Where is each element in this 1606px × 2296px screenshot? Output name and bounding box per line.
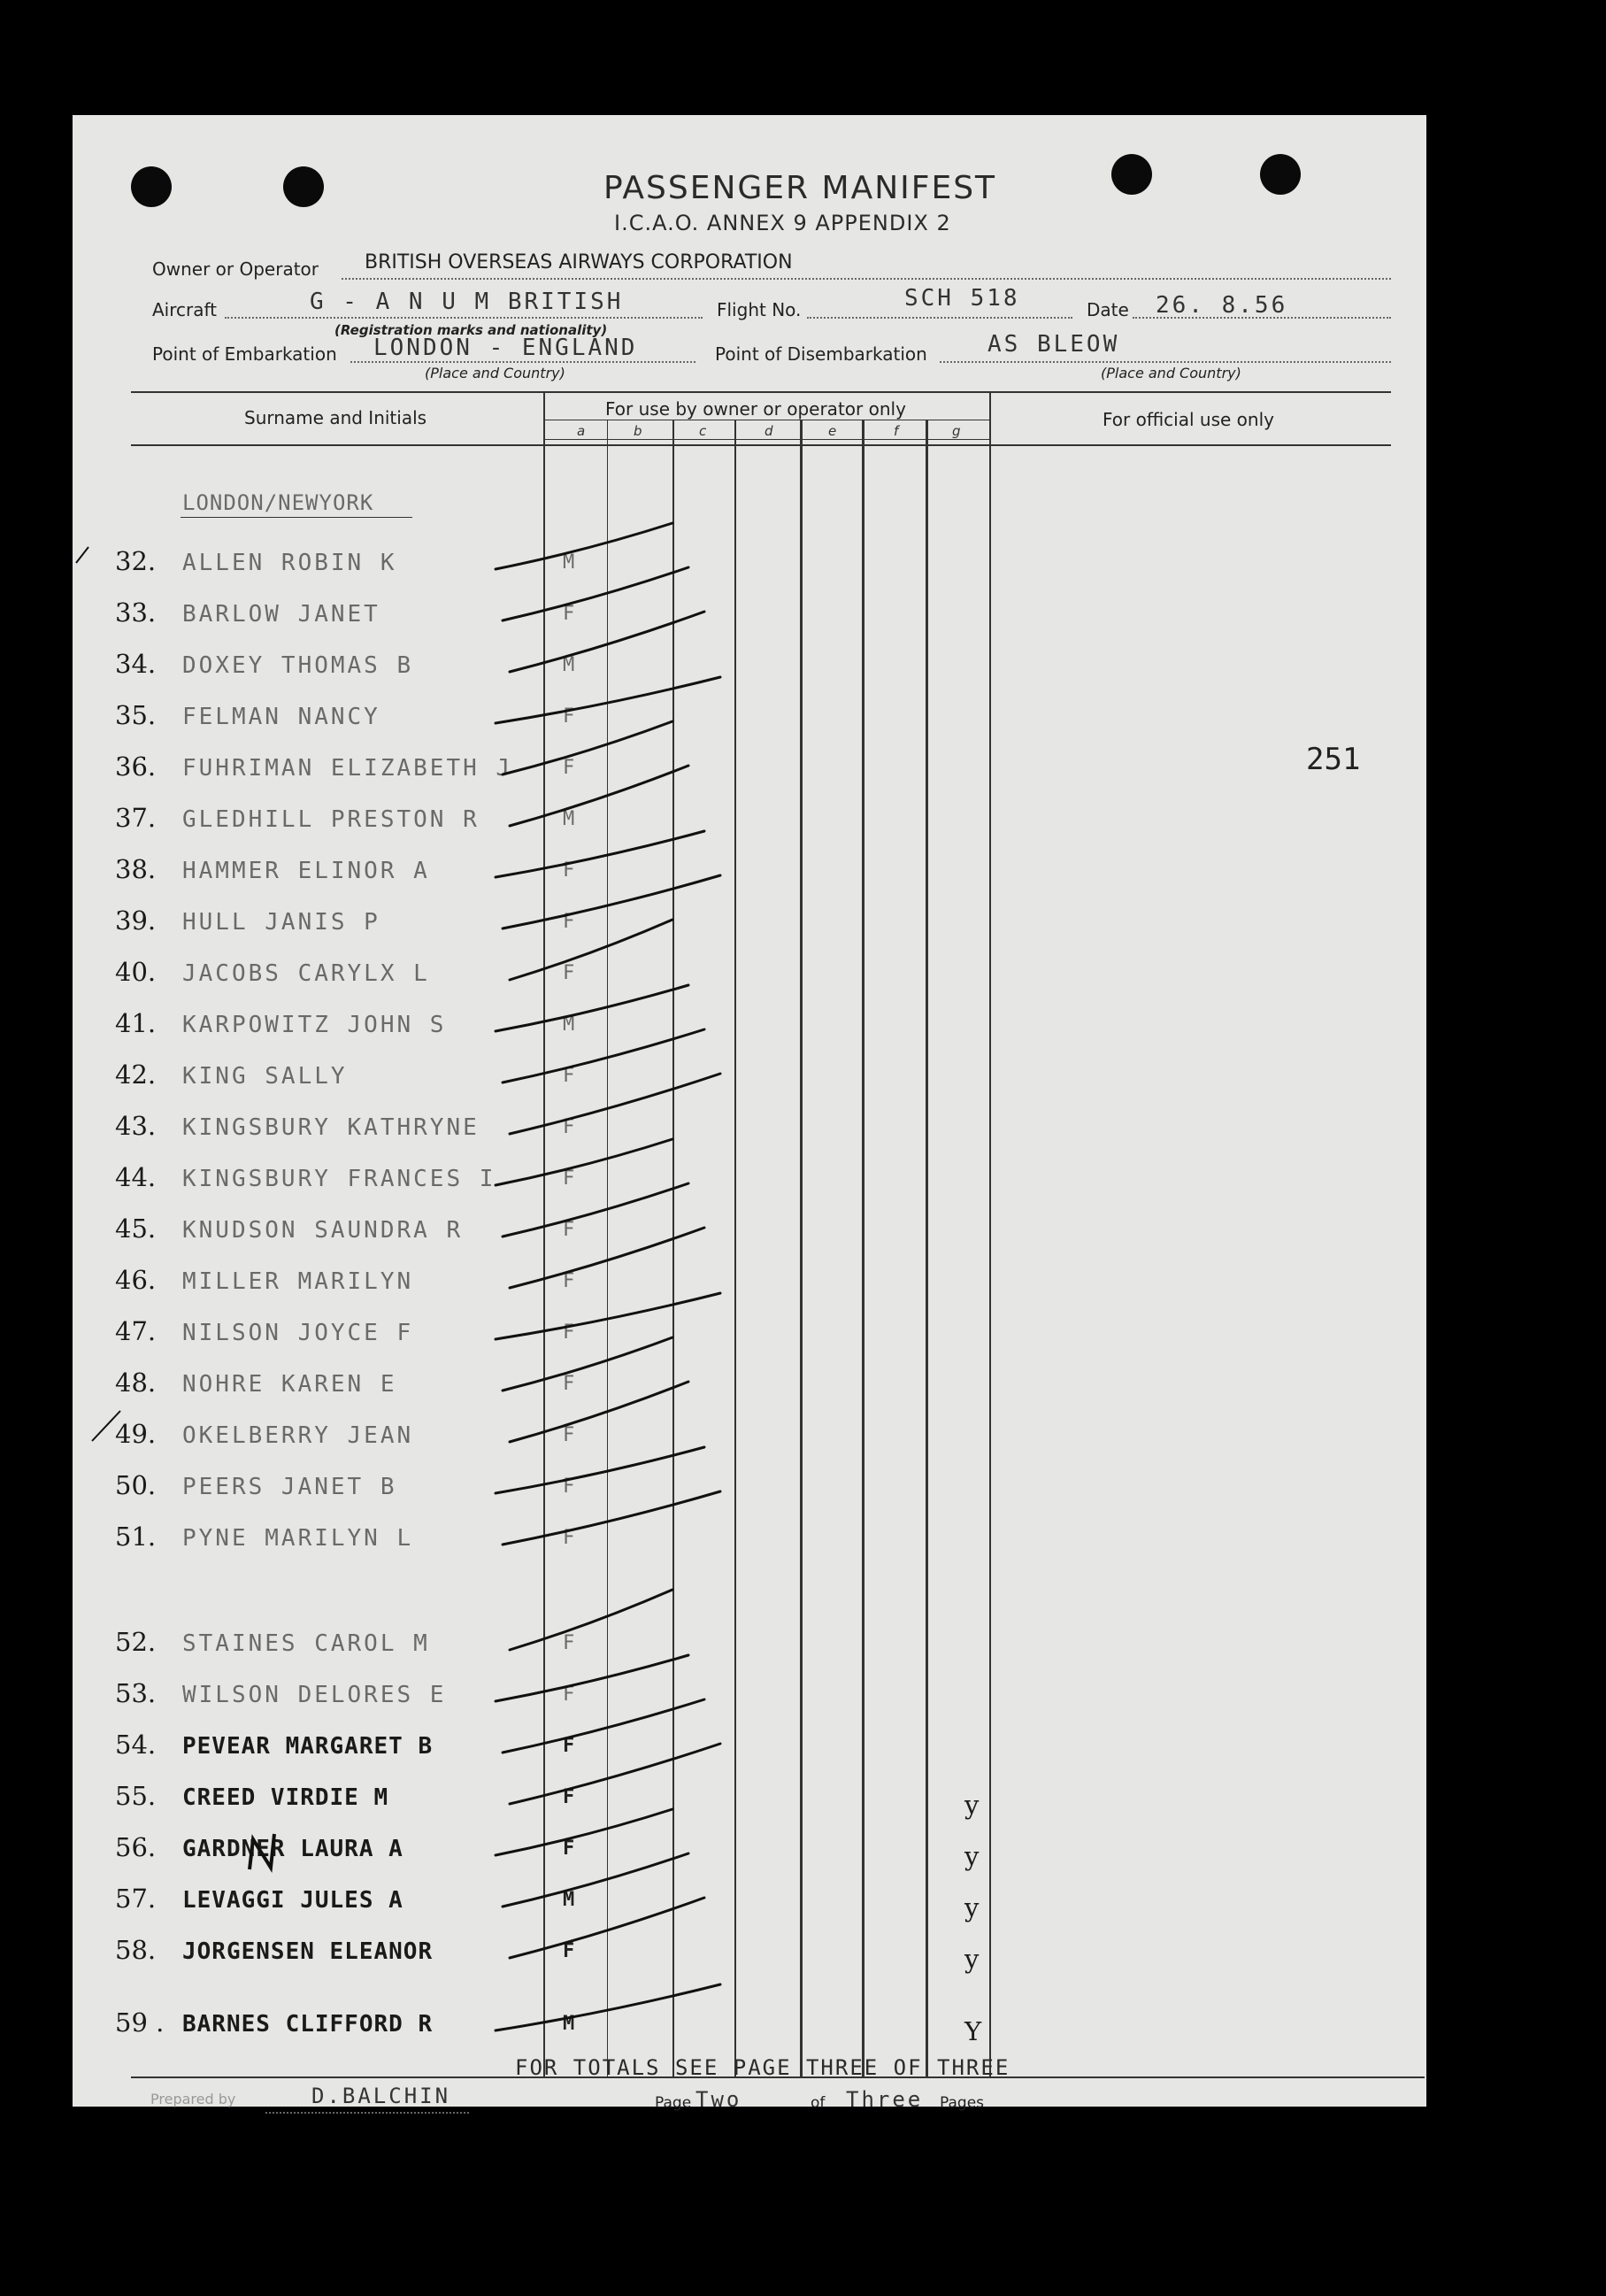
check-stroke <box>496 831 704 877</box>
col-surname-header: Surname and Initials <box>244 407 427 428</box>
check-stroke <box>503 1337 672 1391</box>
row-number: 40. <box>115 957 157 987</box>
subcol-d: d <box>765 423 773 439</box>
passenger-name: GLEDHILL PRESTON R <box>182 806 480 833</box>
passenger-sex: M <box>563 1889 575 1911</box>
col-g-mark: y <box>964 1841 980 1871</box>
check-stroke <box>503 1491 720 1545</box>
check-stroke <box>503 567 688 620</box>
row-number: 39. <box>115 905 157 936</box>
subcol-g: g <box>952 423 961 439</box>
passenger-sex: F <box>563 1219 575 1241</box>
check-stroke <box>503 721 672 774</box>
check-stroke <box>503 1183 688 1237</box>
col-owner-use-header: For use by owner or operator only <box>605 398 906 420</box>
row-number: 59 . <box>115 2007 165 2038</box>
row-number: 51. <box>115 1522 157 1552</box>
check-stroke <box>503 1699 704 1753</box>
row-number: 41. <box>115 1008 157 1038</box>
of-label: of <box>811 2094 826 2112</box>
page-title: PASSENGER MANIFEST <box>603 170 997 206</box>
check-stroke <box>503 1853 688 1907</box>
date-value: 26. 8.56 <box>1156 292 1288 319</box>
passenger-sex: F <box>563 911 575 933</box>
row-number: 46. <box>115 1265 157 1295</box>
passenger-sex: F <box>563 1424 575 1446</box>
passenger-sex: F <box>563 1683 575 1706</box>
passenger-sex: F <box>563 757 575 779</box>
passenger-name: HAMMER ELINOR A <box>182 858 430 884</box>
passenger-name: JACOBS CARYLX L <box>182 960 430 987</box>
passenger-name: GARDNER LAURA A <box>182 1836 403 1862</box>
check-stroke <box>510 612 704 672</box>
of-value: Three <box>846 2087 924 2112</box>
row-number: 45. <box>115 1213 157 1244</box>
subcol-f: f <box>894 423 899 439</box>
prepared-underline <box>265 2112 469 2114</box>
row-number: 42. <box>115 1059 157 1090</box>
check-stroke <box>510 766 688 826</box>
subcol-c: c <box>699 423 707 439</box>
check-stroke <box>496 1655 688 1701</box>
passenger-name: KINGSBURY FRANCES I <box>182 1166 496 1192</box>
passenger-name: KARPOWITZ JOHN S <box>182 1012 447 1038</box>
check-stroke <box>510 1228 704 1288</box>
flight-label: Flight No. <box>717 299 802 320</box>
check-stroke <box>510 1074 720 1134</box>
passenger-name: KNUDSON SAUNDRA R <box>182 1217 464 1244</box>
check-stroke <box>496 1984 720 2030</box>
row-number: 57. <box>115 1884 157 1914</box>
row-number: 35. <box>115 700 157 730</box>
owner-label: Owner or Operator <box>152 258 319 280</box>
row-number: 36. <box>115 751 157 782</box>
row-number: 37. <box>115 803 157 833</box>
embark-note: (Place and Country) <box>425 365 565 381</box>
row-number: 32. <box>115 546 157 576</box>
embark-label: Point of Embarkation <box>152 343 337 365</box>
passenger-name: STAINES CAROL M <box>182 1630 430 1657</box>
passenger-name: JORGENSEN ELEANOR <box>182 1938 434 1965</box>
passenger-name: NOHRE KAREN E <box>182 1371 397 1398</box>
passenger-name: NILSON JOYCE F <box>182 1320 414 1346</box>
row-number: 53. <box>115 1678 157 1708</box>
passenger-sex: F <box>563 1838 575 1860</box>
aircraft-label: Aircraft <box>152 299 218 320</box>
col-g-mark: Y <box>964 2016 982 2046</box>
passenger-sex: F <box>563 1270 575 1292</box>
row-number: 50. <box>115 1470 157 1500</box>
passenger-name: KINGSBURY KATHRYNE <box>182 1114 480 1141</box>
passenger-sex: F <box>563 1373 575 1395</box>
embark-value: LONDON - ENGLAND <box>373 335 638 361</box>
passenger-sex: M <box>563 551 575 574</box>
aircraft-note: (Registration marks and nationality) <box>334 322 608 338</box>
margin-tick-mark <box>92 1411 120 1441</box>
passenger-name: MILLER MARILYN <box>182 1268 414 1295</box>
passenger-sex: F <box>563 1116 575 1138</box>
row-number: 44. <box>115 1162 157 1192</box>
passenger-sex: F <box>563 1321 575 1344</box>
section-heading: LONDON/NEWYORK <box>182 490 374 515</box>
passenger-name: FELMAN NANCY <box>182 704 380 730</box>
check-stroke <box>496 1139 672 1185</box>
passenger-sex: F <box>563 859 575 882</box>
passenger-sex: F <box>563 1065 575 1087</box>
check-stroke <box>503 1029 704 1083</box>
passenger-name: FUHRIMAN ELIZABETH J <box>182 755 513 782</box>
row-number: 47. <box>115 1316 157 1346</box>
row-number: 58. <box>115 1935 157 1965</box>
check-stroke <box>503 875 720 928</box>
passenger-name: OKELBERRY JEAN <box>182 1422 414 1449</box>
row-number: 34. <box>115 649 157 679</box>
disembark-note: (Place and Country) <box>1101 365 1241 381</box>
passenger-name: DOXEY THOMAS B <box>182 652 414 679</box>
subcol-e: e <box>828 423 837 439</box>
passenger-sex: F <box>563 1632 575 1654</box>
subcol-b: b <box>634 423 642 439</box>
check-stroke <box>496 1447 704 1493</box>
passenger-name: WILSON DELORES E <box>182 1682 447 1708</box>
disembark-value: AS BLEOW <box>987 331 1120 358</box>
page-subtitle: I.C.A.O. ANNEX 9 APPENDIX 2 <box>614 211 951 235</box>
owner-value: BRITISH OVERSEAS AIRWAYS CORPORATION <box>365 251 793 274</box>
passenger-name: BARNES CLIFFORD R <box>182 2011 434 2038</box>
page-value: Two <box>695 2087 742 2112</box>
pages-label: Pages <box>940 2094 985 2112</box>
check-stroke <box>510 1744 720 1804</box>
passenger-sex: M <box>563 654 575 676</box>
passenger-sex: F <box>563 1940 575 1962</box>
prepared-label: Prepared by <box>150 2091 236 2107</box>
aircraft-value: G - A N U M BRITISH <box>310 289 624 315</box>
passenger-sex: F <box>563 603 575 625</box>
col-g-mark: y <box>964 1892 980 1922</box>
passenger-sex: F <box>563 1735 575 1757</box>
check-stroke <box>496 1809 672 1855</box>
passenger-sex: F <box>563 1527 575 1549</box>
check-stroke <box>510 1590 672 1650</box>
margin-tick-mark <box>76 547 88 563</box>
passenger-sex: F <box>563 1475 575 1498</box>
passenger-sex: F <box>563 1786 575 1808</box>
official-use-number: 251 <box>1306 742 1361 777</box>
row-number: 52. <box>115 1627 157 1657</box>
passenger-name: PYNE MARILYN L <box>182 1525 414 1552</box>
passenger-name: CREED VIRDIE M <box>182 1784 389 1811</box>
col-g-mark: y <box>964 1944 980 1974</box>
check-stroke <box>510 1382 688 1442</box>
passenger-name: PEVEAR MARGARET B <box>182 1733 434 1760</box>
row-number: 48. <box>115 1368 157 1398</box>
handwritten-n-mark <box>250 1834 274 1869</box>
subcol-a: a <box>577 423 586 439</box>
date-label: Date <box>1087 299 1129 320</box>
totals-note: FOR TOTALS SEE PAGE THREE OF THREE <box>515 2055 1010 2080</box>
row-number: 55. <box>115 1781 157 1811</box>
passenger-sex: F <box>563 962 575 984</box>
passenger-name: KING SALLY <box>182 1063 348 1090</box>
passenger-sex: F <box>563 1167 575 1190</box>
prepared-value: D.BALCHIN <box>311 2084 451 2108</box>
passenger-name: BARLOW JANET <box>182 601 380 628</box>
check-stroke <box>496 523 672 569</box>
row-number: 49. <box>115 1419 157 1449</box>
row-number: 54. <box>115 1730 157 1760</box>
row-number: 43. <box>115 1111 157 1141</box>
passenger-sex: F <box>563 705 575 728</box>
row-number: 56. <box>115 1832 157 1862</box>
passenger-name: ALLEN ROBIN K <box>182 550 397 576</box>
row-number: 38. <box>115 854 157 884</box>
flight-value: SCH 518 <box>904 285 1020 312</box>
check-stroke <box>496 1293 720 1339</box>
page-label: Page <box>655 2094 692 2112</box>
passenger-name: PEERS JANET B <box>182 1474 397 1500</box>
check-stroke <box>496 677 720 723</box>
check-stroke <box>510 920 672 980</box>
passenger-name: HULL JANIS P <box>182 909 380 936</box>
col-g-mark: y <box>964 1790 980 1820</box>
check-stroke <box>510 1898 704 1958</box>
passenger-sex: M <box>563 2013 575 2035</box>
passenger-sex: M <box>563 808 575 830</box>
passenger-sex: M <box>563 1013 575 1036</box>
col-official-header: For official use only <box>1103 409 1274 430</box>
passenger-name: LEVAGGI JULES A <box>182 1887 403 1914</box>
disembark-label: Point of Disembarkation <box>715 343 927 365</box>
row-number: 33. <box>115 597 157 628</box>
check-stroke <box>496 985 688 1031</box>
